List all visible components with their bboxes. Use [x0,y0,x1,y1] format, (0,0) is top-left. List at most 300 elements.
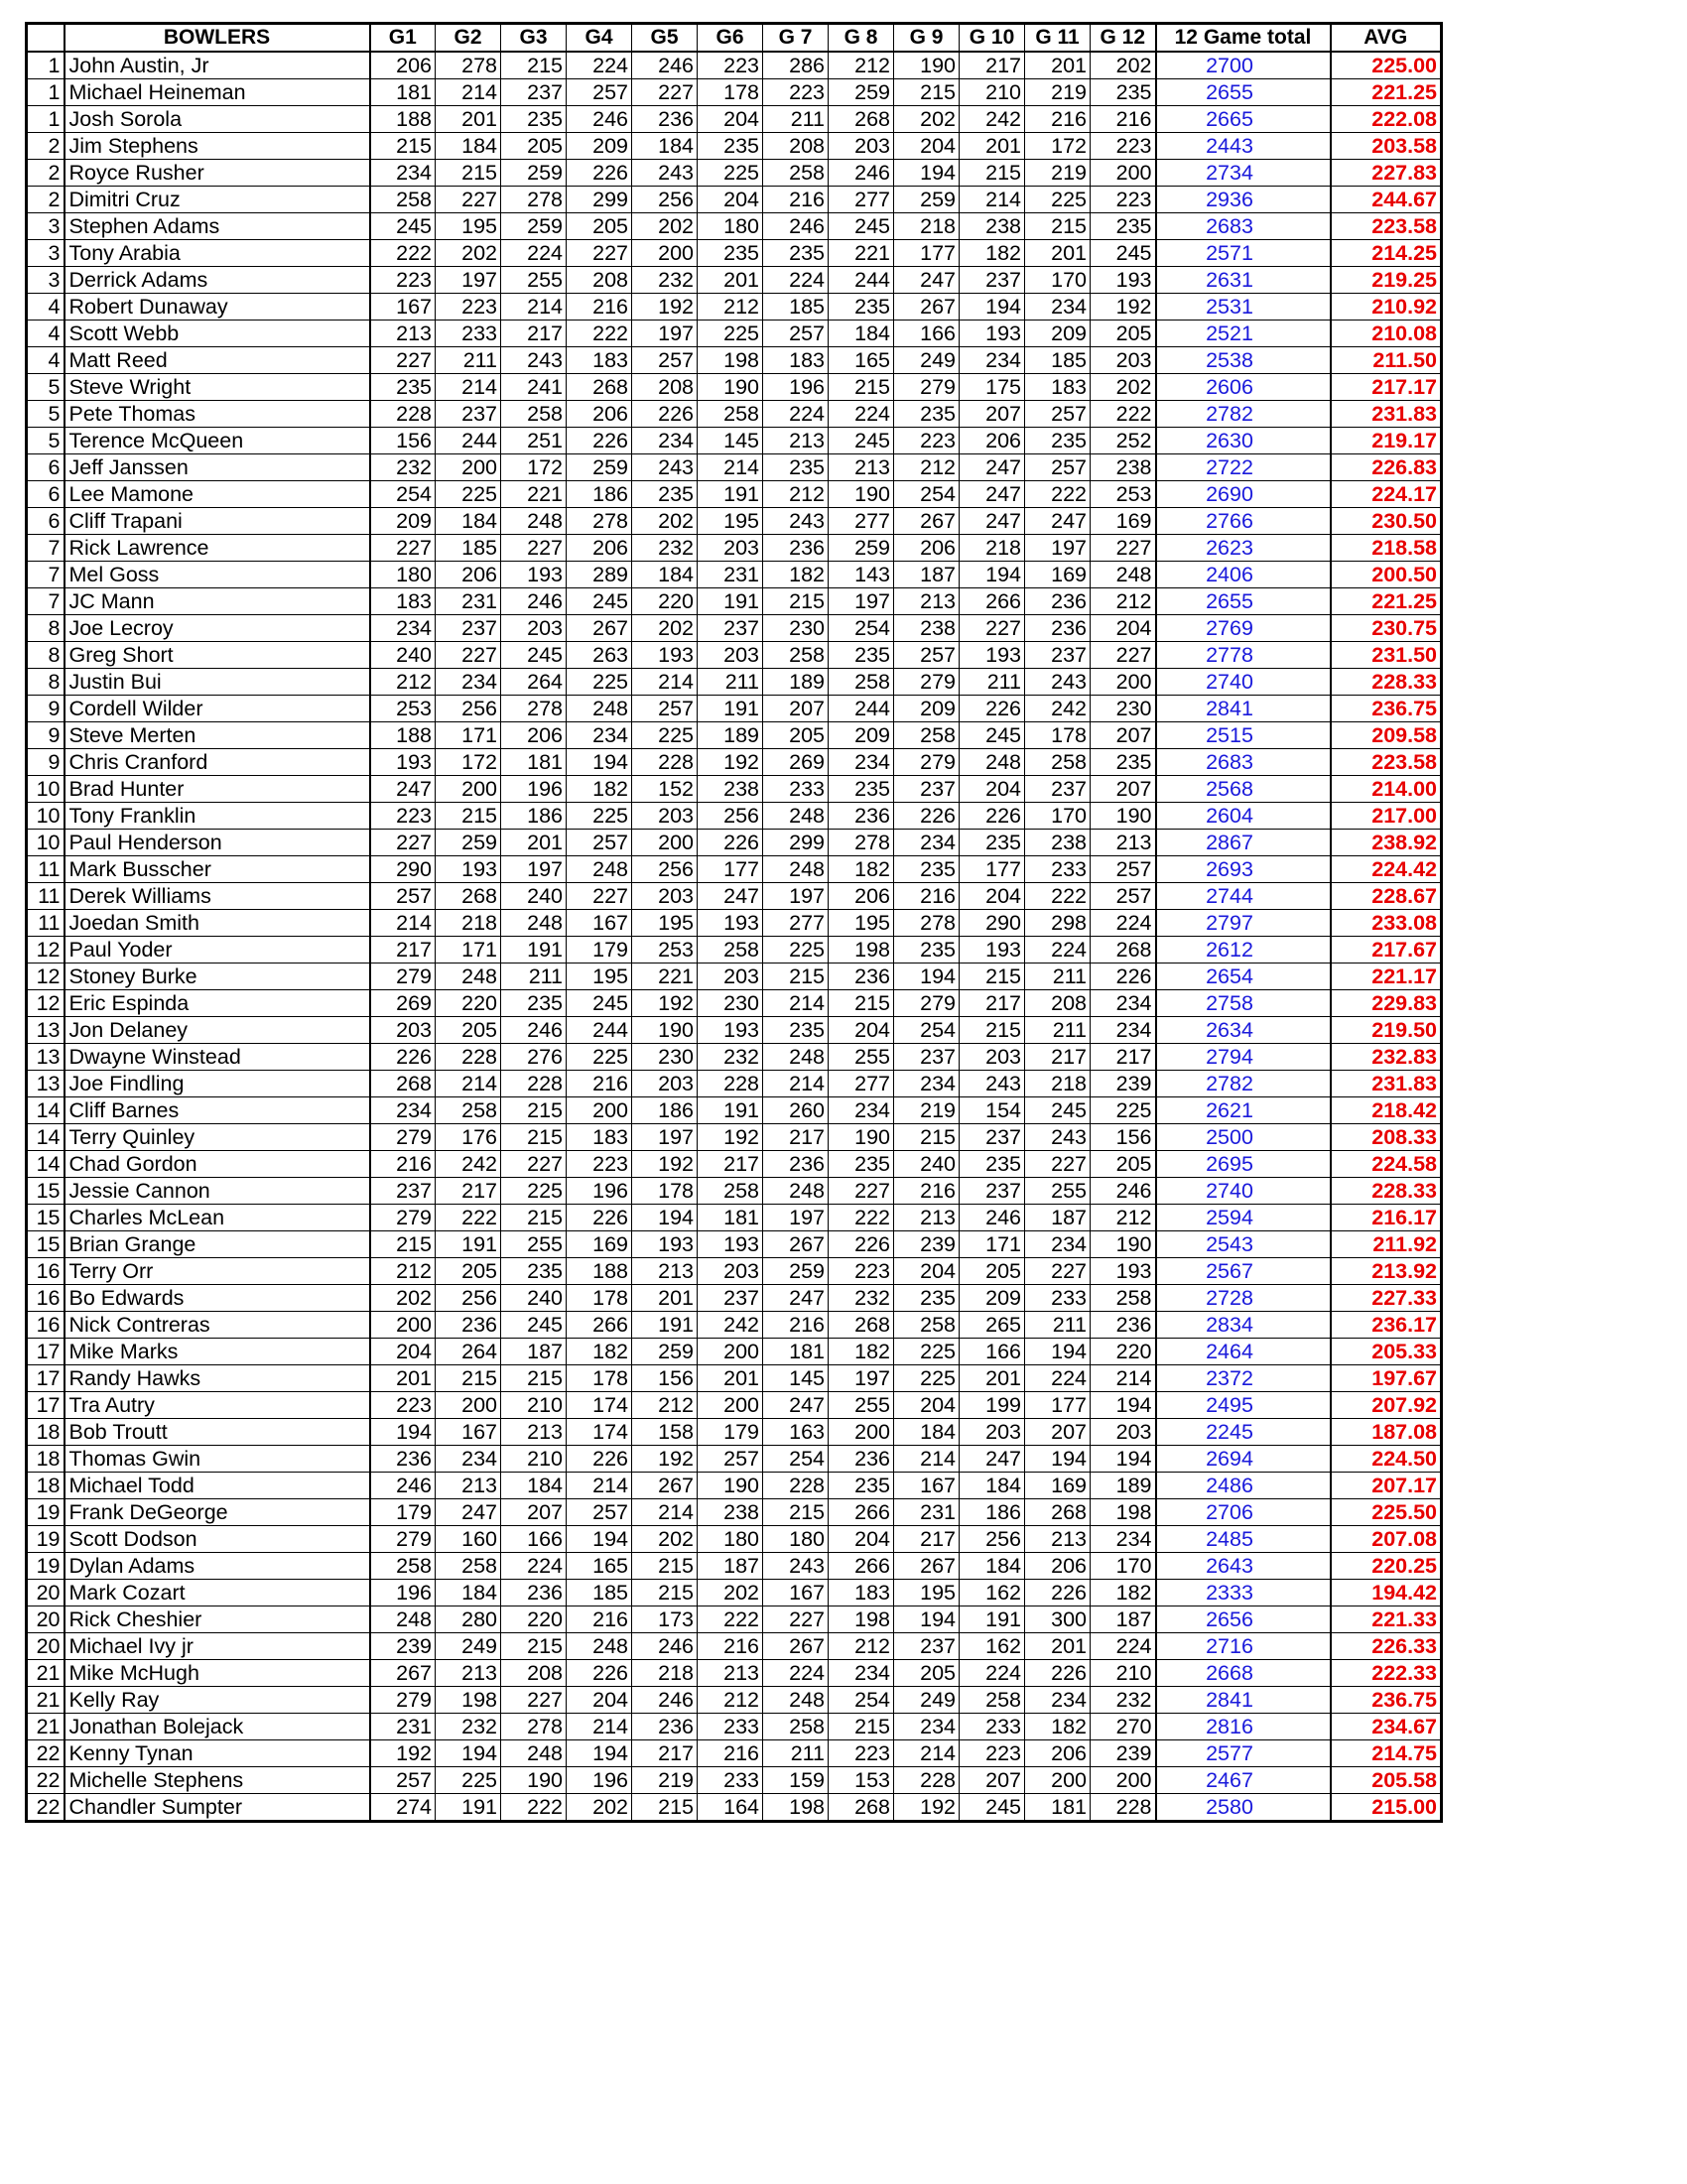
game-7-score-cell: 198 [763,1794,829,1822]
game-9-score-cell: 279 [894,749,960,776]
game-2-score-cell: 198 [436,1687,501,1714]
game-total-cell: 2797 [1156,910,1331,937]
game-12-score-cell: 194 [1091,1392,1156,1419]
game-6-score-cell: 242 [698,1312,763,1339]
game-4-score-cell: 278 [567,508,632,535]
game-9-score-cell: 205 [894,1660,960,1687]
game-7-score-cell: 214 [763,1071,829,1097]
game-11-score-cell: 237 [1025,776,1091,803]
bowler-name-cell: Kelly Ray [65,1687,370,1714]
game-7-score-cell: 267 [763,1633,829,1660]
rank-cell: 12 [27,937,65,964]
game-9-score-cell: 194 [894,1606,960,1633]
game-8-score-cell: 198 [829,937,894,964]
game-7-score-cell: 248 [763,1044,829,1071]
game-2-score-cell: 184 [436,508,501,535]
game-2-score-cell: 231 [436,588,501,615]
game-12-score-cell: 193 [1091,267,1156,294]
game-1-score-cell: 232 [370,454,436,481]
game-5-score-cell: 259 [632,1339,698,1365]
game-10-score-cell: 224 [960,1660,1025,1687]
game-9-score-cell: 249 [894,1687,960,1714]
game-1-score-cell: 258 [370,1553,436,1580]
rank-cell: 9 [27,696,65,722]
game-2-score-cell: 206 [436,562,501,588]
bowler-name-cell: Chris Cranford [65,749,370,776]
game-10-score-cell: 204 [960,883,1025,910]
game-8-score-cell: 215 [829,374,894,401]
table-row [27,883,1442,910]
game-9-score-cell: 215 [894,1124,960,1151]
game-3-score-cell: 214 [501,294,567,321]
game-6-score-cell: 231 [698,562,763,588]
game-3-score-cell: 190 [501,1767,567,1794]
game-4-score-cell: 226 [567,1446,632,1473]
game-total-cell: 2621 [1156,1097,1331,1124]
game-6-score-cell: 202 [698,1580,763,1606]
game-4-score-cell: 248 [567,696,632,722]
game-5-score-cell: 158 [632,1419,698,1446]
bowler-name-cell: Jeff Janssen [65,454,370,481]
game-7-score-cell: 185 [763,294,829,321]
game-1-score-cell: 279 [370,1205,436,1231]
table-body [27,52,1442,1822]
game-1-score-cell: 188 [370,106,436,133]
game-1-score-cell: 254 [370,481,436,508]
game-5-score-cell: 197 [632,1124,698,1151]
game-7-score-cell: 224 [763,1660,829,1687]
game-12-score-cell: 187 [1091,1606,1156,1633]
game-12-score-cell: 217 [1091,1044,1156,1071]
game-6-score-cell: 195 [698,508,763,535]
game-3-score-cell: 235 [501,106,567,133]
average-cell: 221.17 [1331,964,1442,990]
game-8-score-cell: 234 [829,1660,894,1687]
game-10-score-cell: 204 [960,776,1025,803]
game-12-score-cell: 216 [1091,106,1156,133]
game-3-score-cell: 278 [501,696,567,722]
game-11-score-cell: 169 [1025,1473,1091,1499]
game-8-score-cell: 235 [829,1151,894,1178]
game-8-score-cell: 222 [829,1205,894,1231]
game-5-score-cell: 192 [632,1446,698,1473]
game-1-score-cell: 248 [370,1606,436,1633]
table-row [27,642,1442,669]
game-8-score-cell: 259 [829,535,894,562]
game-3-score-cell: 203 [501,615,567,642]
game-total-cell: 2683 [1156,213,1331,240]
game-3-score-cell: 255 [501,1231,567,1258]
game-8-score-cell: 277 [829,508,894,535]
game-7-score-cell: 207 [763,696,829,722]
game-7-score-cell: 197 [763,1205,829,1231]
game-4-score-cell: 226 [567,428,632,454]
game-10-score-cell: 237 [960,1178,1025,1205]
game-5-score-cell: 192 [632,294,698,321]
game-1-score-cell: 239 [370,1633,436,1660]
game-5-score-cell: 215 [632,1553,698,1580]
game-1-score-cell: 204 [370,1339,436,1365]
game-6-score-cell: 164 [698,1794,763,1822]
bowler-name-cell: Jessie Cannon [65,1178,370,1205]
game-2-score-cell: 236 [436,1312,501,1339]
rank-cell: 11 [27,856,65,883]
game-6-score-cell: 190 [698,1473,763,1499]
table-row [27,1097,1442,1124]
rank-cell: 8 [27,669,65,696]
game-11-score-cell: 215 [1025,213,1091,240]
game-2-score-cell: 214 [436,374,501,401]
game-1-score-cell: 235 [370,374,436,401]
game-8-score-cell: 268 [829,1312,894,1339]
game-6-score-cell: 204 [698,106,763,133]
game-12-score-cell: 236 [1091,1312,1156,1339]
bowler-name-cell: Paul Henderson [65,830,370,856]
game-6-score-cell: 258 [698,401,763,428]
game-10-score-cell: 234 [960,347,1025,374]
game-6-score-cell: 201 [698,267,763,294]
table-row [27,401,1442,428]
game-3-score-cell: 193 [501,562,567,588]
game-1-score-cell: 222 [370,240,436,267]
game-5-score-cell: 193 [632,1231,698,1258]
game-total-cell: 2722 [1156,454,1331,481]
game-2-score-cell: 227 [436,187,501,213]
game-5-score-cell: 267 [632,1473,698,1499]
game-10-score-cell: 223 [960,1740,1025,1767]
game-1-score-cell: 279 [370,964,436,990]
game-2-score-cell: 248 [436,964,501,990]
game-12-score-cell: 203 [1091,347,1156,374]
game-9-score-cell: 258 [894,722,960,749]
bowler-name-cell: Michael Heineman [65,79,370,106]
game-3-score-cell: 215 [501,1365,567,1392]
game-4-score-cell: 183 [567,1124,632,1151]
game-5-score-cell: 215 [632,1794,698,1822]
game-7-score-cell: 259 [763,1258,829,1285]
game-8-score-cell: 245 [829,428,894,454]
game-9-score-cell: 204 [894,1258,960,1285]
game-4-score-cell: 183 [567,347,632,374]
bowler-name-cell: Eric Espinda [65,990,370,1017]
game-8-score-cell: 182 [829,1339,894,1365]
game-total-cell: 2464 [1156,1339,1331,1365]
game-2-score-cell: 200 [436,1392,501,1419]
game-12-score-cell: 226 [1091,964,1156,990]
game-10-score-cell: 247 [960,481,1025,508]
bowler-name-cell: Bob Troutt [65,1419,370,1446]
game-3-score-cell: 213 [501,1419,567,1446]
rank-cell: 20 [27,1580,65,1606]
game-6-score-cell: 193 [698,1231,763,1258]
game-11-score-cell: 243 [1025,1124,1091,1151]
game-6-score-cell: 198 [698,347,763,374]
game-total-cell: 2834 [1156,1312,1331,1339]
game-3-score-cell: 217 [501,321,567,347]
game-12-score-cell: 189 [1091,1473,1156,1499]
game-11-score-cell: 217 [1025,1044,1091,1071]
game-total-cell: 2734 [1156,160,1331,187]
table-row [27,1553,1442,1580]
game-1-score-cell: 279 [370,1687,436,1714]
average-cell: 214.00 [1331,776,1442,803]
game-4-score-cell: 226 [567,1660,632,1687]
game-2-score-cell: 233 [436,321,501,347]
game-total-cell: 2769 [1156,615,1331,642]
game-5-score-cell: 202 [632,213,698,240]
bowler-name-cell: Brad Hunter [65,776,370,803]
game-total-cell: 2500 [1156,1124,1331,1151]
game-5-score-cell: 202 [632,615,698,642]
game-7-score-cell: 196 [763,374,829,401]
average-cell: 224.50 [1331,1446,1442,1473]
game-total-cell: 2467 [1156,1767,1331,1794]
game-11-score-cell: 247 [1025,508,1091,535]
game-9-score-cell: 216 [894,883,960,910]
bowler-name-cell: Joedan Smith [65,910,370,937]
game-11-score-cell: 226 [1025,1660,1091,1687]
game-10-score-cell: 201 [960,133,1025,160]
game-total-cell: 2936 [1156,187,1331,213]
table-row [27,964,1442,990]
game-9-score-cell: 166 [894,321,960,347]
game-3-score-cell: 206 [501,722,567,749]
bowler-name-cell: Rick Cheshier [65,1606,370,1633]
rank-cell: 17 [27,1392,65,1419]
game-10-score-cell: 243 [960,1071,1025,1097]
game-11-score-cell: 234 [1025,1231,1091,1258]
game-4-score-cell: 245 [567,588,632,615]
game-10-score-cell: 215 [960,160,1025,187]
average-cell: 205.58 [1331,1767,1442,1794]
game-4-score-cell: 194 [567,1526,632,1553]
game-6-score-cell: 233 [698,1767,763,1794]
game-3-score-cell: 276 [501,1044,567,1071]
game-11-score-cell: 194 [1025,1339,1091,1365]
game-9-score-cell: 216 [894,1178,960,1205]
game-12-score-cell: 257 [1091,856,1156,883]
game-5-score-cell: 217 [632,1740,698,1767]
table-row [27,1365,1442,1392]
game-7-score-cell: 212 [763,481,829,508]
game-12-score-cell: 253 [1091,481,1156,508]
game-3-score-cell: 225 [501,1178,567,1205]
bowler-name-cell: Stephen Adams [65,213,370,240]
average-cell: 218.42 [1331,1097,1442,1124]
game-8-header: G 8 [829,24,894,53]
game-4-score-cell: 226 [567,1205,632,1231]
game-3-score-cell: 236 [501,1580,567,1606]
game-8-score-cell: 215 [829,990,894,1017]
game-12-score-cell: 202 [1091,374,1156,401]
average-cell: 200.50 [1331,562,1442,588]
game-7-score-cell: 246 [763,213,829,240]
game-total-cell: 2778 [1156,642,1331,669]
game-8-score-cell: 235 [829,1473,894,1499]
game-3-score-cell: 278 [501,1714,567,1740]
game-9-score-cell: 194 [894,160,960,187]
game-9-score-cell: 279 [894,669,960,696]
game-total-cell: 2594 [1156,1205,1331,1231]
game-7-score-cell: 235 [763,1017,829,1044]
table-row [27,1633,1442,1660]
game-10-score-cell: 258 [960,1687,1025,1714]
game-11-score-cell: 219 [1025,160,1091,187]
game-total-cell: 2816 [1156,1714,1331,1740]
average-cell: 211.50 [1331,347,1442,374]
game-12-score-cell: 204 [1091,615,1156,642]
bowler-name-cell: Justin Bui [65,669,370,696]
game-2-score-cell: 268 [436,883,501,910]
game-12-score-cell: 234 [1091,1526,1156,1553]
game-10-score-cell: 182 [960,240,1025,267]
game-5-score-cell: 246 [632,52,698,79]
game-1-score-cell: 231 [370,1714,436,1740]
game-7-score-cell: 224 [763,267,829,294]
rank-cell: 18 [27,1446,65,1473]
game-1-score-cell: 183 [370,588,436,615]
bowler-name-cell: Terry Quinley [65,1124,370,1151]
game-9-score-cell: 278 [894,910,960,937]
game-9-score-cell: 223 [894,428,960,454]
game-12-score-cell: 228 [1091,1794,1156,1822]
game-9-score-cell: 249 [894,347,960,374]
average-cell: 227.33 [1331,1285,1442,1312]
game-7-score-cell: 258 [763,642,829,669]
game-12-score-cell: 193 [1091,1258,1156,1285]
game-7-score-cell: 225 [763,937,829,964]
game-1-score-cell: 212 [370,669,436,696]
bowler-name-cell: Randy Hawks [65,1365,370,1392]
game-12-score-cell: 232 [1091,1687,1156,1714]
game-1-score-cell: 167 [370,294,436,321]
game-1-score-cell: 200 [370,1312,436,1339]
rank-cell: 15 [27,1231,65,1258]
game-total-cell: 2612 [1156,937,1331,964]
rank-cell: 2 [27,160,65,187]
average-cell: 227.83 [1331,160,1442,187]
game-6-score-cell: 233 [698,1714,763,1740]
game-11-score-cell: 200 [1025,1767,1091,1794]
game-10-score-cell: 215 [960,1017,1025,1044]
rank-cell: 18 [27,1473,65,1499]
game-2-score-cell: 244 [436,428,501,454]
game-4-score-cell: 206 [567,535,632,562]
table-row [27,1017,1442,1044]
game-1-score-cell: 279 [370,1526,436,1553]
game-11-score-cell: 225 [1025,187,1091,213]
rank-cell: 7 [27,562,65,588]
game-12-score-cell: 222 [1091,401,1156,428]
game-8-score-cell: 190 [829,481,894,508]
game-5-score-cell: 184 [632,562,698,588]
average-cell: 224.42 [1331,856,1442,883]
table-row [27,1178,1442,1205]
game-7-score-cell: 228 [763,1473,829,1499]
game-6-score-cell: 212 [698,1687,763,1714]
game-5-score-cell: 235 [632,481,698,508]
game-11-score-cell: 236 [1025,615,1091,642]
rank-cell: 3 [27,267,65,294]
bowler-name-cell: Jon Delaney [65,1017,370,1044]
bowler-name-cell: Michael Todd [65,1473,370,1499]
game-4-score-cell: 227 [567,240,632,267]
game-2-score-cell: 167 [436,1419,501,1446]
bowler-name-cell: Scott Dodson [65,1526,370,1553]
table-row [27,1071,1442,1097]
bowler-name-cell: Paul Yoder [65,937,370,964]
game-7-score-cell: 215 [763,588,829,615]
rank-cell: 14 [27,1097,65,1124]
rank-cell: 19 [27,1553,65,1580]
game-2-score-cell: 237 [436,401,501,428]
game-4-score-cell: 214 [567,1473,632,1499]
game-5-score-cell: 256 [632,187,698,213]
bowler-name-cell: Frank DeGeorge [65,1499,370,1526]
game-10-score-cell: 245 [960,1794,1025,1822]
game-9-score-cell: 267 [894,294,960,321]
game-2-score-cell: 249 [436,1633,501,1660]
game-1-score-cell: 180 [370,562,436,588]
game-6-score-cell: 213 [698,1660,763,1687]
game-9-score-cell: 279 [894,374,960,401]
game-9-score-cell: 194 [894,964,960,990]
average-cell: 226.83 [1331,454,1442,481]
game-2-score-cell: 191 [436,1231,501,1258]
bowler-name-cell: Jonathan Bolejack [65,1714,370,1740]
game-12-score-cell: 238 [1091,454,1156,481]
game-total-cell: 2841 [1156,696,1331,722]
game-9-score-cell: 254 [894,1017,960,1044]
game-10-score-cell: 184 [960,1553,1025,1580]
rank-cell: 1 [27,52,65,79]
game-4-score-cell: 205 [567,213,632,240]
game-8-score-cell: 255 [829,1044,894,1071]
game-8-score-cell: 236 [829,1446,894,1473]
game-11-score-cell: 201 [1025,1633,1091,1660]
game-10-score-cell: 205 [960,1258,1025,1285]
game-8-score-cell: 266 [829,1499,894,1526]
average-cell: 214.25 [1331,240,1442,267]
rank-cell: 22 [27,1794,65,1822]
average-cell: 210.92 [1331,294,1442,321]
table-row [27,856,1442,883]
game-9-score-cell: 195 [894,1580,960,1606]
rank-cell: 6 [27,481,65,508]
game-2-score-cell: 222 [436,1205,501,1231]
average-cell: 236.75 [1331,696,1442,722]
game-total-cell: 2656 [1156,1606,1331,1633]
game-5-score-cell: 208 [632,374,698,401]
rank-cell: 14 [27,1124,65,1151]
game-11-score-cell: 222 [1025,481,1091,508]
game-5-score-cell: 221 [632,964,698,990]
rank-cell: 7 [27,588,65,615]
game-7-score-cell: 211 [763,1740,829,1767]
game-11-score-cell: 172 [1025,133,1091,160]
table-row [27,669,1442,696]
table-row [27,52,1442,79]
game-3-score-cell: 278 [501,187,567,213]
game-5-score-cell: 228 [632,749,698,776]
bowler-name-cell: Tra Autry [65,1392,370,1419]
game-11-score-cell: 185 [1025,347,1091,374]
bowler-name-cell: Matt Reed [65,347,370,374]
rank-cell: 2 [27,187,65,213]
game-12-score-cell: 207 [1091,776,1156,803]
table-row [27,722,1442,749]
game-6-score-cell: 212 [698,294,763,321]
